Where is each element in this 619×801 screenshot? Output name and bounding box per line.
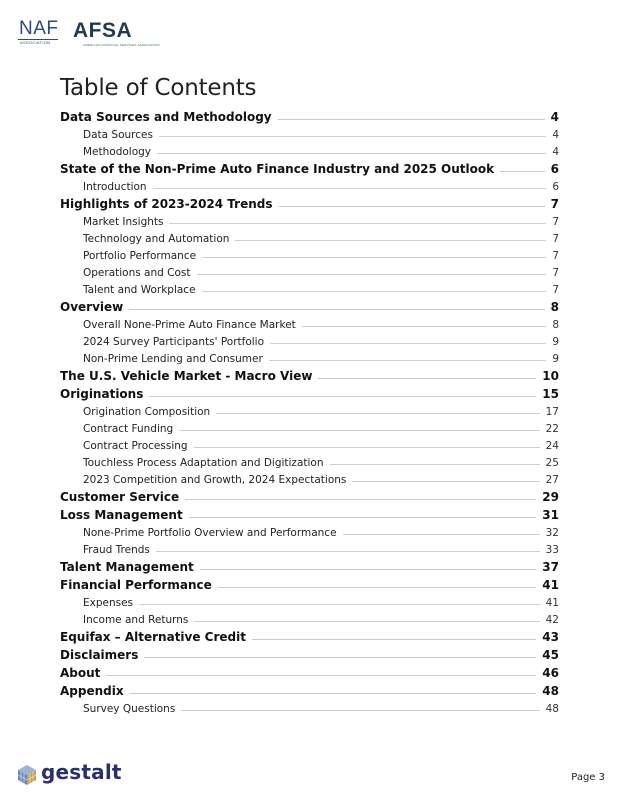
toc-entry-label: Non-Prime Lending and Consumer bbox=[83, 353, 269, 365]
toc-leader-line bbox=[235, 239, 546, 241]
toc-entry-label: Talent Management bbox=[60, 560, 200, 574]
toc-leader-line bbox=[202, 290, 547, 292]
toc-leader-line bbox=[216, 412, 539, 414]
naf-logo-subtext: ASSOCIATION bbox=[20, 40, 51, 45]
toc-entry-label: Originations bbox=[60, 387, 149, 401]
toc-entry-page: 9 bbox=[552, 336, 559, 348]
toc-entry-page: 7 bbox=[552, 250, 559, 262]
toc-entry-label: Market Insights bbox=[83, 216, 169, 228]
toc-entry-page: 9 bbox=[552, 353, 559, 365]
toc-entry-page: 7 bbox=[552, 216, 559, 228]
toc-subsection-entry[interactable] bbox=[60, 698, 559, 715]
toc-section-entry[interactable] bbox=[60, 504, 559, 522]
toc-entry-page: 43 bbox=[542, 630, 559, 644]
toc-subsection-entry[interactable] bbox=[60, 539, 559, 556]
toc-entry-label: Overview bbox=[60, 300, 129, 314]
toc-entry-page: 7 bbox=[552, 267, 559, 279]
toc-entry-page: 41 bbox=[542, 578, 559, 592]
toc-leader-line bbox=[130, 692, 537, 694]
toc-subsection-entry[interactable] bbox=[60, 401, 559, 418]
toc-entry-label: Introduction bbox=[83, 181, 153, 193]
toc-entry-label: Data Sources bbox=[83, 129, 159, 141]
toc-subsection-entry[interactable] bbox=[60, 314, 559, 331]
toc-entry-page: 29 bbox=[542, 490, 559, 504]
toc-entry-page: 45 bbox=[542, 648, 559, 662]
toc-entry-page: 25 bbox=[545, 457, 559, 469]
toc-subsection-entry[interactable] bbox=[60, 348, 559, 365]
toc-entry-page: 37 bbox=[542, 560, 559, 574]
toc-leader-line bbox=[202, 256, 546, 258]
toc-leader-line bbox=[270, 342, 546, 344]
toc-entry-page: 32 bbox=[545, 527, 559, 539]
toc-leader-line bbox=[159, 135, 546, 137]
toc-subsection-entry[interactable] bbox=[60, 452, 559, 469]
toc-leader-line bbox=[181, 709, 539, 711]
toc-entry-label: Highlights of 2023-2024 Trends bbox=[60, 197, 279, 211]
toc-entry-page: 6 bbox=[552, 181, 559, 193]
toc-entry-label: 2024 Survey Participants' Portfolio bbox=[83, 336, 270, 348]
toc-subsection-entry[interactable] bbox=[60, 469, 559, 486]
toc-leader-line bbox=[106, 674, 536, 676]
toc-entry-label: Appendix bbox=[60, 684, 130, 698]
toc-entry-page: 48 bbox=[542, 684, 559, 698]
toc-leader-line bbox=[278, 118, 545, 120]
toc-entry-label: Technology and Automation bbox=[83, 233, 235, 245]
toc-subsection-entry[interactable] bbox=[60, 141, 559, 158]
toc-section-entry[interactable] bbox=[60, 680, 559, 698]
toc-leader-line bbox=[500, 170, 545, 172]
toc-subsection-entry[interactable] bbox=[60, 124, 559, 141]
toc-entry-label: Customer Service bbox=[60, 490, 185, 504]
toc-leader-line bbox=[169, 222, 546, 224]
toc-section-entry[interactable] bbox=[60, 662, 559, 680]
toc-entry-label: Equifax – Alternative Credit bbox=[60, 630, 252, 644]
toc-entry-page: 7 bbox=[550, 197, 559, 211]
gestalt-wordmark: gestalt bbox=[41, 760, 122, 784]
toc-leader-line bbox=[200, 568, 537, 570]
toc-leader-line bbox=[302, 325, 547, 327]
toc-entry-label: Expenses bbox=[83, 597, 139, 609]
toc-entry-label: Survey Questions bbox=[83, 703, 181, 715]
toc-entry-page: 8 bbox=[550, 300, 559, 314]
toc-subsection-entry[interactable] bbox=[60, 435, 559, 452]
toc-section-entry[interactable] bbox=[60, 158, 559, 176]
toc-subsection-entry[interactable] bbox=[60, 228, 559, 245]
toc-entry-label: Contract Processing bbox=[83, 440, 194, 452]
toc-entry-page: 31 bbox=[542, 508, 559, 522]
toc-entry-label: Portfolio Performance bbox=[83, 250, 202, 262]
toc-section-entry[interactable] bbox=[60, 626, 559, 644]
toc-entry-label: Loss Management bbox=[60, 508, 189, 522]
toc-entry-page: 33 bbox=[545, 544, 559, 556]
toc-leader-line bbox=[318, 377, 536, 379]
toc-entry-label: Operations and Cost bbox=[83, 267, 197, 279]
toc-subsection-entry[interactable] bbox=[60, 262, 559, 279]
toc-section-entry[interactable] bbox=[60, 574, 559, 592]
toc-entry-page: 17 bbox=[545, 406, 559, 418]
toc-subsection-entry[interactable] bbox=[60, 245, 559, 262]
toc-leader-line bbox=[157, 152, 546, 154]
toc-entry-page: 27 bbox=[545, 474, 559, 486]
toc-leader-line bbox=[156, 550, 540, 552]
toc-subsection-entry[interactable] bbox=[60, 418, 559, 435]
toc-section-entry[interactable] bbox=[60, 296, 559, 314]
table-of-contents bbox=[60, 106, 559, 715]
toc-entry-label: About bbox=[60, 666, 106, 680]
toc-entry-page: 4 bbox=[552, 129, 559, 141]
toc-leader-line bbox=[189, 516, 537, 518]
toc-section-entry[interactable] bbox=[60, 193, 559, 211]
toc-section-entry[interactable] bbox=[60, 556, 559, 574]
toc-section-entry[interactable] bbox=[60, 486, 559, 504]
toc-leader-line bbox=[197, 273, 547, 275]
toc-subsection-entry[interactable] bbox=[60, 609, 559, 626]
toc-subsection-entry[interactable] bbox=[60, 176, 559, 193]
toc-entry-page: 24 bbox=[545, 440, 559, 452]
toc-entry-label: Fraud Trends bbox=[83, 544, 156, 556]
toc-subsection-entry[interactable] bbox=[60, 331, 559, 348]
toc-leader-line bbox=[139, 603, 540, 605]
toc-leader-line bbox=[330, 463, 540, 465]
toc-entry-page: 10 bbox=[542, 369, 559, 383]
toc-entry-label: Talent and Workplace bbox=[83, 284, 202, 296]
toc-leader-line bbox=[144, 656, 536, 658]
toc-leader-line bbox=[185, 498, 536, 500]
toc-leader-line bbox=[179, 429, 539, 431]
toc-subsection-entry[interactable] bbox=[60, 279, 559, 296]
toc-leader-line bbox=[149, 395, 536, 397]
toc-entry-label: Disclaimers bbox=[60, 648, 144, 662]
toc-section-entry[interactable] bbox=[60, 365, 559, 383]
toc-entry-label: Methodology bbox=[83, 146, 157, 158]
toc-entry-label: State of the Non-Prime Auto Finance Industry and 2025 Outlook bbox=[60, 162, 500, 176]
toc-entry-label: Origination Composition bbox=[83, 406, 216, 418]
toc-entry-label: 2023 Competition and Growth, 2024 Expectations bbox=[83, 474, 352, 486]
toc-entry-page: 48 bbox=[545, 703, 559, 715]
afsa-logo bbox=[73, 19, 160, 48]
page-title: Table of Contents bbox=[60, 75, 257, 102]
toc-leader-line bbox=[194, 446, 540, 448]
toc-subsection-entry[interactable] bbox=[60, 522, 559, 539]
toc-entry-page: 41 bbox=[545, 597, 559, 609]
naf-logo-text: NAF bbox=[19, 18, 59, 39]
toc-entry-label: None-Prime Portfolio Overview and Performance bbox=[83, 527, 343, 539]
toc-leader-line bbox=[218, 586, 537, 588]
toc-entry-page: 46 bbox=[542, 666, 559, 680]
toc-entry-label: Overall None-Prime Auto Finance Market bbox=[83, 319, 302, 331]
toc-leader-line bbox=[352, 480, 539, 482]
toc-entry-page: 6 bbox=[550, 162, 559, 176]
toc-entry-page: 22 bbox=[545, 423, 559, 435]
toc-entry-page: 4 bbox=[552, 146, 559, 158]
cube-icon bbox=[17, 764, 37, 786]
toc-entry-label: Contract Funding bbox=[83, 423, 179, 435]
toc-entry-page: 4 bbox=[550, 110, 559, 124]
toc-section-entry[interactable] bbox=[60, 644, 559, 662]
toc-entry-label: Touchless Process Adaptation and Digitization bbox=[83, 457, 330, 469]
toc-leader-line bbox=[194, 620, 539, 622]
toc-entry-label: Data Sources and Methodology bbox=[60, 110, 278, 124]
toc-leader-line bbox=[252, 638, 536, 640]
toc-leader-line bbox=[343, 533, 540, 535]
toc-section-entry[interactable] bbox=[60, 383, 559, 401]
toc-subsection-entry[interactable] bbox=[60, 211, 559, 228]
toc-entry-page: 15 bbox=[542, 387, 559, 401]
toc-entry-page: 8 bbox=[552, 319, 559, 331]
naf-logo bbox=[18, 18, 62, 48]
toc-entry-page: 42 bbox=[545, 614, 559, 626]
toc-section-entry[interactable] bbox=[60, 106, 559, 124]
toc-leader-line bbox=[129, 308, 544, 310]
toc-subsection-entry[interactable] bbox=[60, 592, 559, 609]
toc-entry-page: 7 bbox=[552, 233, 559, 245]
afsa-logo-subtext: AMERICAN FINANCIAL SERVICES ASSOCIATION bbox=[83, 43, 160, 47]
toc-entry-label: Financial Performance bbox=[60, 578, 218, 592]
toc-entry-page: 7 bbox=[552, 284, 559, 296]
gestalt-logo bbox=[17, 762, 127, 788]
toc-entry-label: The U.S. Vehicle Market - Macro View bbox=[60, 369, 318, 383]
page-number: Page 3 bbox=[571, 772, 605, 783]
toc-leader-line bbox=[153, 187, 547, 189]
toc-leader-line bbox=[269, 359, 547, 361]
toc-entry-label: Income and Returns bbox=[83, 614, 194, 626]
toc-leader-line bbox=[279, 205, 545, 207]
afsa-logo-text: AFSA bbox=[73, 19, 133, 42]
